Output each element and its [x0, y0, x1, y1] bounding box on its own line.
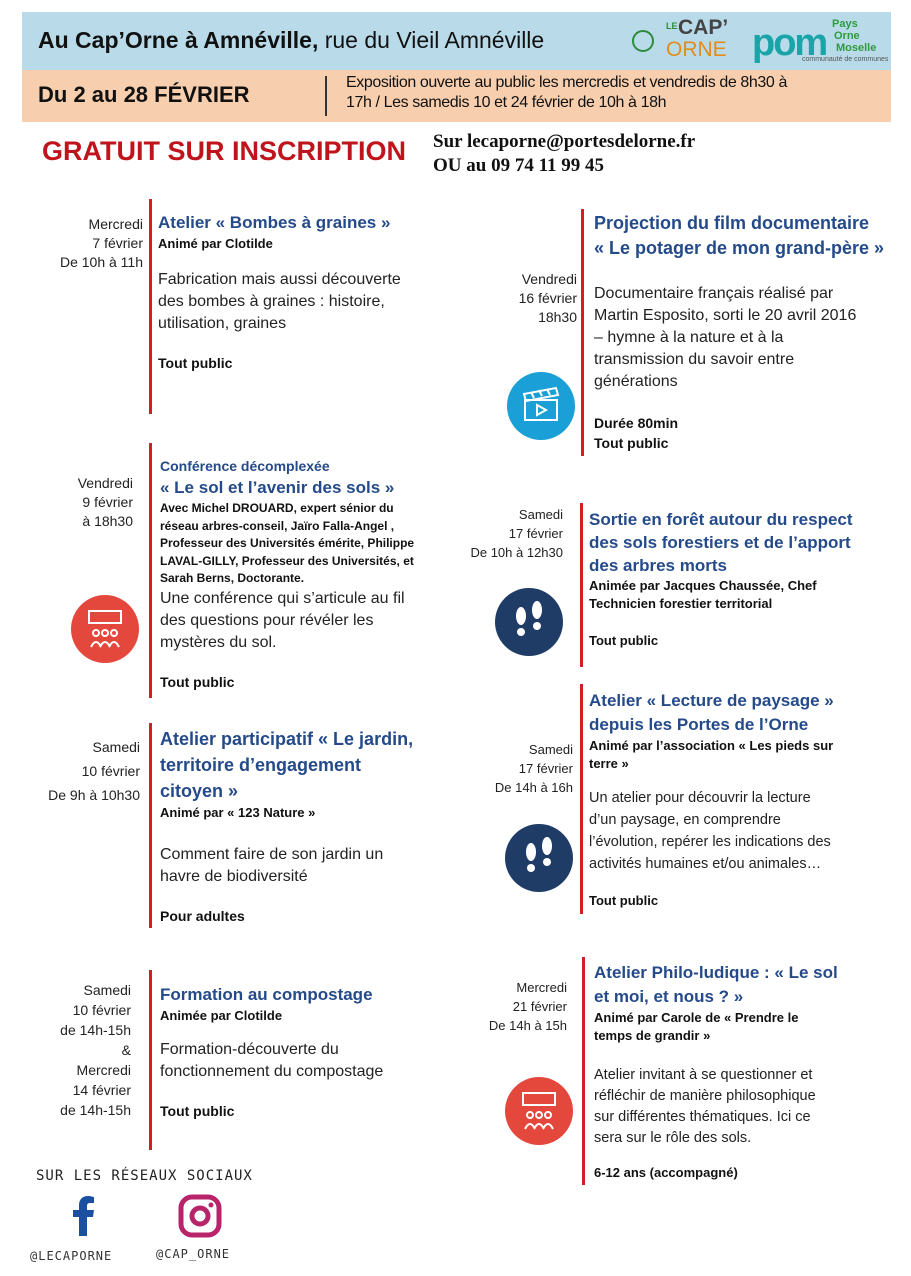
event-audience: Pour adultes [160, 908, 245, 924]
event-divider [149, 199, 152, 414]
event-date: Samedi 17 février De 10h à 12h30 [470, 507, 563, 560]
event-audience: Tout public [160, 673, 235, 690]
event-date: Samedi 10 février de 14h-15h & Mercredi 14 février de 14h-15h [60, 982, 131, 1118]
event-host: Avec Michel DROUARD, expert sénior du réseau arbres-conseil, Jaïro Falla-Angel , Professeur des Universités émérite, Philippe LAVAL-GILLY, Professeur des Universités, et Sarah Berns, Doctorante. [160, 501, 415, 585]
instagram-handle[interactable]: @CAP_ORNE [156, 1247, 231, 1261]
event-card [589, 689, 889, 908]
pom-logo: pom Pays Orne Moselle communauté de communes [752, 18, 889, 64]
event-description: Formation-découverte du fonctionnement du compostage [160, 1041, 384, 1080]
email-line[interactable]: Sur lecaporne@portesdelorne.fr [433, 131, 696, 152]
event-title: Sortie en forêt autour du respect des sols forestiers et de l’apport des arbres morts [589, 510, 853, 575]
event-title: Formation au compostage [160, 985, 373, 1004]
phone-line[interactable]: OU au 09 74 11 99 45 [433, 155, 605, 176]
event-audience: Tout public [589, 633, 659, 648]
event-card [160, 456, 435, 690]
event-divider [149, 970, 152, 1150]
event-kicker: Conférence décomplexée [160, 458, 330, 474]
event-divider [581, 209, 584, 456]
event-description: Documentaire français réalisé par Martin Esposito, sorti le 20 avril 2016 – hymne à la nature et à la transmission du savoir entre générations [594, 285, 857, 390]
free-signup-heading: GRATUIT SUR INSCRIPTION [42, 136, 406, 166]
event-date: Vendredi 9 février à 18h30 [77, 475, 133, 529]
event-date: Mercredi 7 février De 10h à 11h [59, 216, 143, 270]
event-card [589, 508, 889, 648]
event-description: Une conférence qui s’articule au fil des questions pour révéler les mystères du sol. [160, 589, 405, 651]
footprints-icon [505, 824, 573, 892]
event-divider [149, 443, 152, 698]
event-audience: Tout public [589, 893, 659, 908]
event-audience: Tout public [594, 435, 669, 451]
instagram-icon[interactable] [178, 1194, 222, 1238]
footprints-icon [495, 588, 563, 656]
divider [325, 76, 327, 116]
event-card [158, 211, 448, 371]
conference-icon [505, 1077, 573, 1145]
event-title: Atelier « Lecture de paysage » depuis les Portes de l’Orne [589, 691, 834, 734]
exhibition-dates: Du 2 au 28 FÉVRIER [38, 82, 250, 107]
contact-info [433, 130, 695, 178]
conference-icon [71, 595, 139, 663]
caporne-logo: LE CAP’ ORNE [632, 18, 742, 64]
event-date: Vendredi 16 février 18h30 [518, 271, 577, 325]
event-audience: Tout public [160, 1103, 235, 1119]
event-description: Un atelier pour découvrir la lecture d’un paysage, en comprendre l’évolution, repérer les indications des activités humaines et/ou animales… [589, 790, 831, 872]
event-card [594, 211, 894, 451]
clapperboard-icon [507, 372, 575, 440]
event-title: Atelier « Bombes à graines » [158, 213, 391, 232]
event-description: Fabrication mais aussi découverte des bombes à graines : histoire, utilisation, graines [158, 271, 401, 332]
event-duration: Durée 80min [594, 415, 679, 431]
event-date: Samedi 10 février De 9h à 10h30 [48, 739, 140, 803]
event-host: Animée par Jacques Chaussée, Chef Technicien forestier territorial [589, 578, 817, 611]
exhibition-hours: Exposition ouverte au public les mercredis et vendredis de 8h30 à 17h / Les samedis 10 et 24 février de 10h à 18h [346, 74, 787, 111]
event-divider [580, 684, 583, 914]
event-title: « Le sol et l’avenir des sols » [160, 478, 395, 497]
facebook-handle[interactable]: @LECAPORNE [30, 1249, 113, 1263]
event-audience: Tout public [158, 355, 233, 371]
event-card [594, 961, 884, 1180]
event-host: Animé par l’association « Les pieds sur terre » [589, 738, 834, 771]
event-host: Animé par Clotilde [158, 236, 273, 251]
event-title: Projection du film documentaire « Le potager de mon grand-père » [594, 213, 885, 258]
event-title: Atelier participatif « Le jardin, territoire d’engagement citoyen » [160, 729, 414, 801]
event-title: Atelier Philo-ludique : « Le sol et moi, et nous ? » [594, 963, 838, 1006]
event-divider [149, 723, 152, 928]
event-host: Animé par Carole de « Prendre le temps de grandir » [594, 1010, 799, 1043]
facebook-icon[interactable] [70, 1194, 96, 1236]
event-card [160, 983, 450, 1119]
event-date: Mercredi 21 février De 14h à 15h [488, 980, 567, 1033]
venue-title: Au Cap’Orne à Amnéville, rue du Vieil Amnéville [38, 27, 545, 53]
event-divider [582, 957, 585, 1185]
event-audience: 6-12 ans (accompagné) [594, 1165, 738, 1180]
event-host: Animé par « 123 Nature » [160, 805, 316, 820]
social-heading: SUR LES RÉSEAUX SOCIAUX [36, 1168, 253, 1184]
event-date: Samedi 17 février De 14h à 16h [494, 742, 573, 795]
event-divider [580, 503, 583, 667]
event-host: Animée par Clotilde [160, 1008, 283, 1023]
event-description: Comment faire de son jardin un havre de biodiversité [160, 846, 384, 885]
event-description: Atelier invitant à se questionner et réfléchir de manière philosophique sur différentes thématiques. Ici ce sera sur le rôle des sols. [594, 1067, 816, 1146]
event-card [160, 726, 440, 924]
